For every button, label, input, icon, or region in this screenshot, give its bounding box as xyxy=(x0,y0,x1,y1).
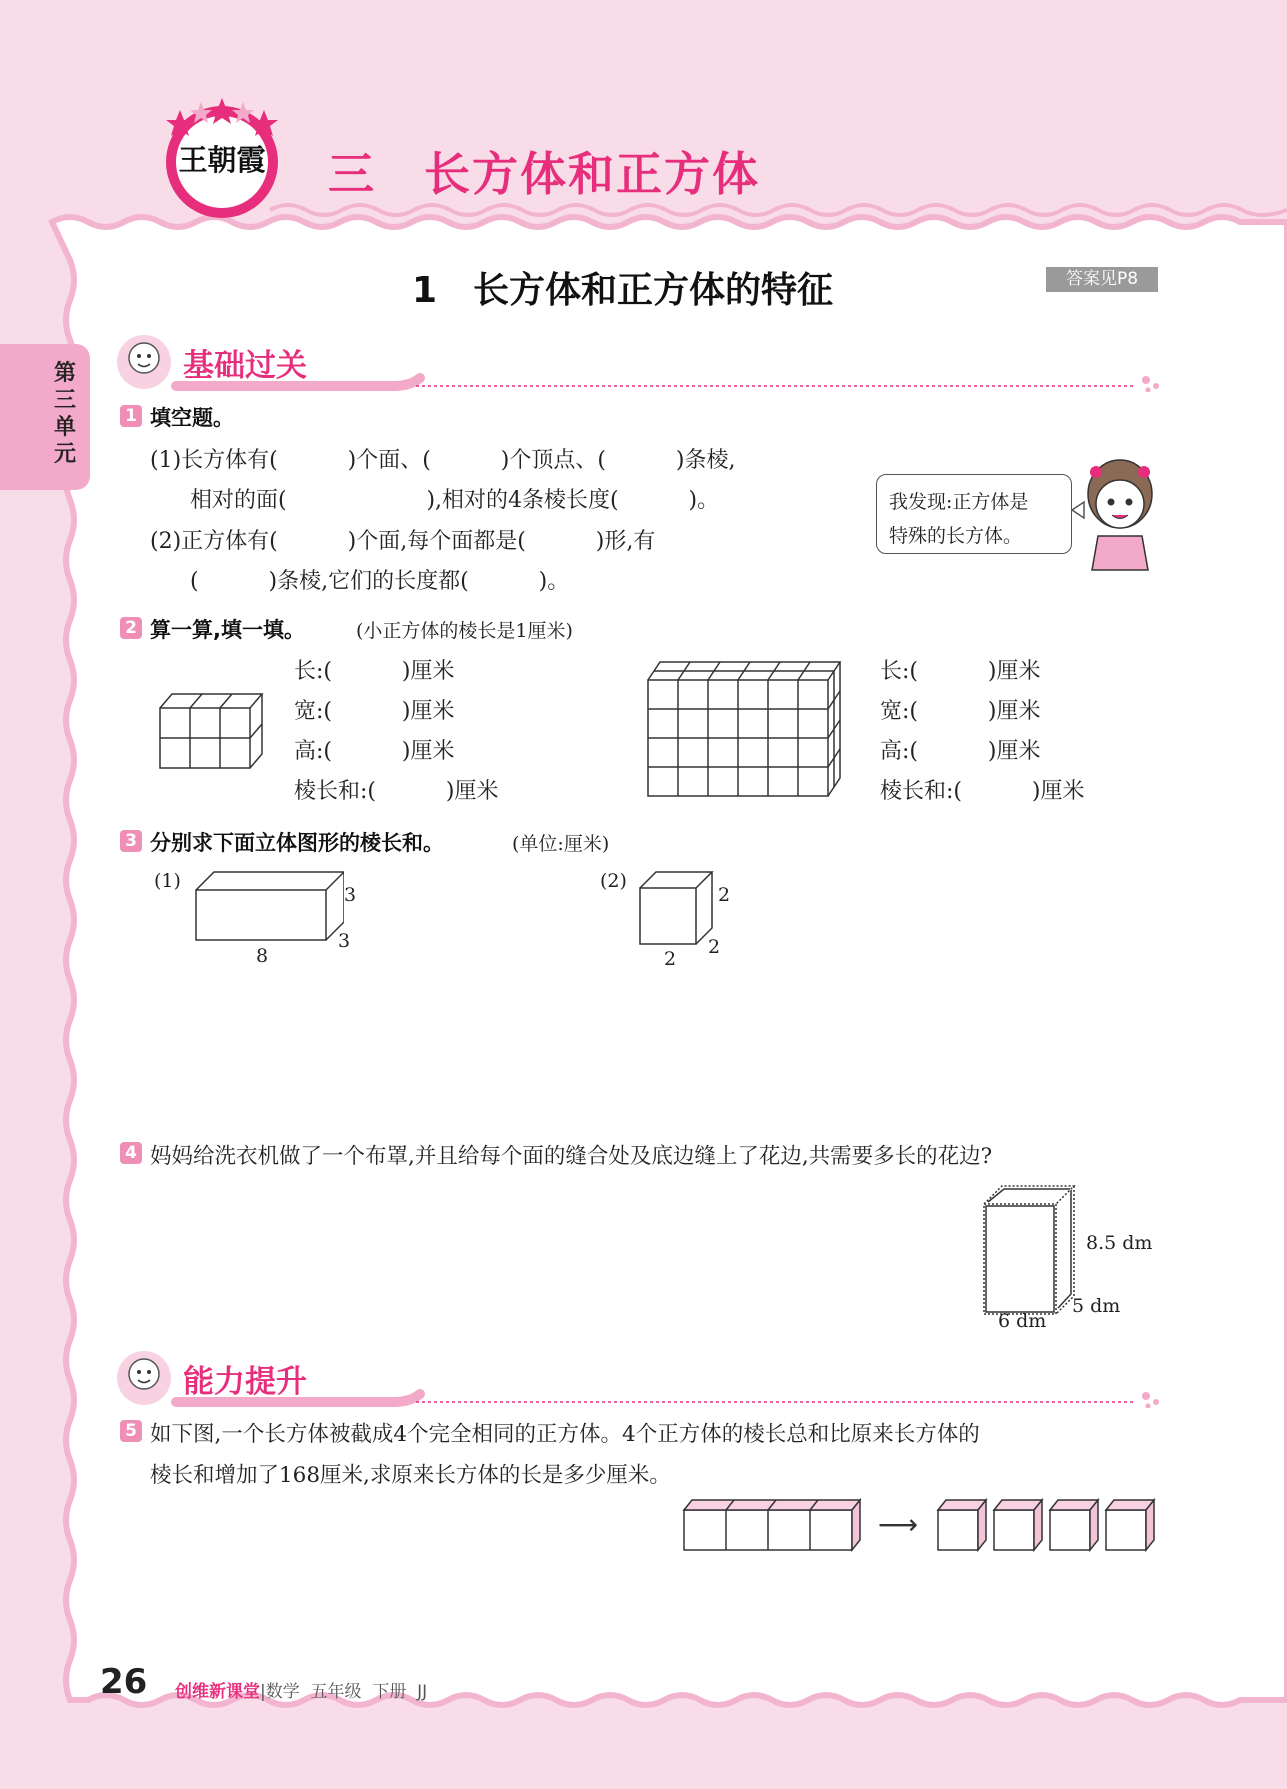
question-1-label: 填空题。 xyxy=(150,406,234,430)
q2-left-length: 长:( )厘米 xyxy=(294,659,455,684)
q2-right-edge-sum: 棱长和:( )厘米 xyxy=(880,779,1085,804)
q3-figure-2-length: 2 xyxy=(664,948,677,970)
question-4-text: 妈妈给洗衣机做了一个布罩,并且给每个面的缝合处及底边缝上了花边,共需要多长的花边? xyxy=(150,1144,993,1169)
q3-figure-1-height: 3 xyxy=(344,884,357,906)
speech-bubble-line-2: 特殊的长方体。 xyxy=(889,525,1023,547)
q4-width-label: 5 dm xyxy=(1072,1295,1121,1317)
question-1-line-1: (1)长方体有( )个面、( )个顶点、( )条棱, xyxy=(150,448,736,473)
page-number: 26 xyxy=(100,1662,148,1702)
q4-height-label: 8.5 dm xyxy=(1086,1232,1153,1254)
q5-four-cubes-figure xyxy=(934,1496,1164,1554)
question-1-line-2: 相对的面( ),相对的4条棱长度( )。 xyxy=(190,488,720,513)
question-5-line-1: 如下图,一个长方体被截成4个完全相同的正方体。4个正方体的棱长总和比原来长方体的 xyxy=(150,1422,980,1447)
question-3-number: 3 xyxy=(120,830,142,852)
logo-text: 王朝霞 xyxy=(178,143,266,177)
question-1-number: 1 xyxy=(120,405,142,427)
girl-illustration xyxy=(1066,452,1162,572)
footer-brand: 创维新课堂 xyxy=(175,1682,260,1702)
washing-machine-cover-figure xyxy=(980,1182,1080,1318)
q3-figure-2-tag: (2) xyxy=(600,870,627,892)
q2-right-width: 宽:( )厘米 xyxy=(880,699,1041,724)
q5-transform-arrow: ⟶ xyxy=(878,1508,919,1541)
q2-right-length: 长:( )厘米 xyxy=(880,659,1041,684)
question-1-line-4: ( )条棱,它们的长度都( )。 xyxy=(190,569,570,594)
q3-figure-2-height: 2 xyxy=(718,884,731,906)
section-basic-title: 基础过关 xyxy=(183,348,307,384)
q3-figure-1-tag: (1) xyxy=(154,870,181,892)
q3-figure-1-length: 8 xyxy=(256,945,269,967)
q3-cube-figure xyxy=(636,868,716,948)
unit-title: 三 长方体和正方体 xyxy=(328,147,760,201)
q5-long-cuboid-figure xyxy=(680,1496,866,1554)
speech-bubble-line-1: 我发现:正方体是 xyxy=(889,491,1029,513)
question-3-note: (单位:厘米) xyxy=(512,833,610,855)
answer-reference-badge: 答案见P8 xyxy=(1046,267,1158,292)
question-2-note: (小正方体的棱长是1厘米) xyxy=(356,620,573,642)
footer-info xyxy=(175,1677,427,1702)
question-5-line-2: 棱长和增加了168厘米,求原来长方体的长是多少厘米。 xyxy=(150,1463,671,1488)
q3-cuboid-figure xyxy=(192,868,344,944)
q4-length-label: 6 dm xyxy=(998,1310,1047,1332)
q2-left-edge-sum: 棱长和:( )厘米 xyxy=(294,779,499,804)
question-3-label: 分别求下面立体图形的棱长和。 xyxy=(150,831,444,855)
large-cuboid-figure xyxy=(644,658,844,800)
question-2-number: 2 xyxy=(120,617,142,639)
unit-side-tab-label: 第三单元 xyxy=(53,361,76,467)
q2-right-height: 高:( )厘米 xyxy=(880,739,1041,764)
section-advanced-title: 能力提升 xyxy=(183,1364,307,1400)
question-4-number: 4 xyxy=(120,1142,142,1164)
footer-book-info: |数学 五年级 下册 JJ xyxy=(260,1682,428,1702)
speech-bubble xyxy=(876,474,1072,554)
question-2-label: 算一算,填一填。 xyxy=(150,618,305,642)
q3-figure-2-width: 2 xyxy=(708,936,721,958)
question-5-number: 5 xyxy=(120,1420,142,1442)
q3-figure-1-width: 3 xyxy=(338,930,351,952)
small-cuboid-figure xyxy=(156,688,266,772)
question-1-line-3: (2)正方体有( )个面,每个面都是( )形,有 xyxy=(150,529,656,554)
lesson-title: 1 长方体和正方体的特征 xyxy=(412,270,834,311)
q2-left-height: 高:( )厘米 xyxy=(294,739,455,764)
q2-left-width: 宽:( )厘米 xyxy=(294,699,455,724)
